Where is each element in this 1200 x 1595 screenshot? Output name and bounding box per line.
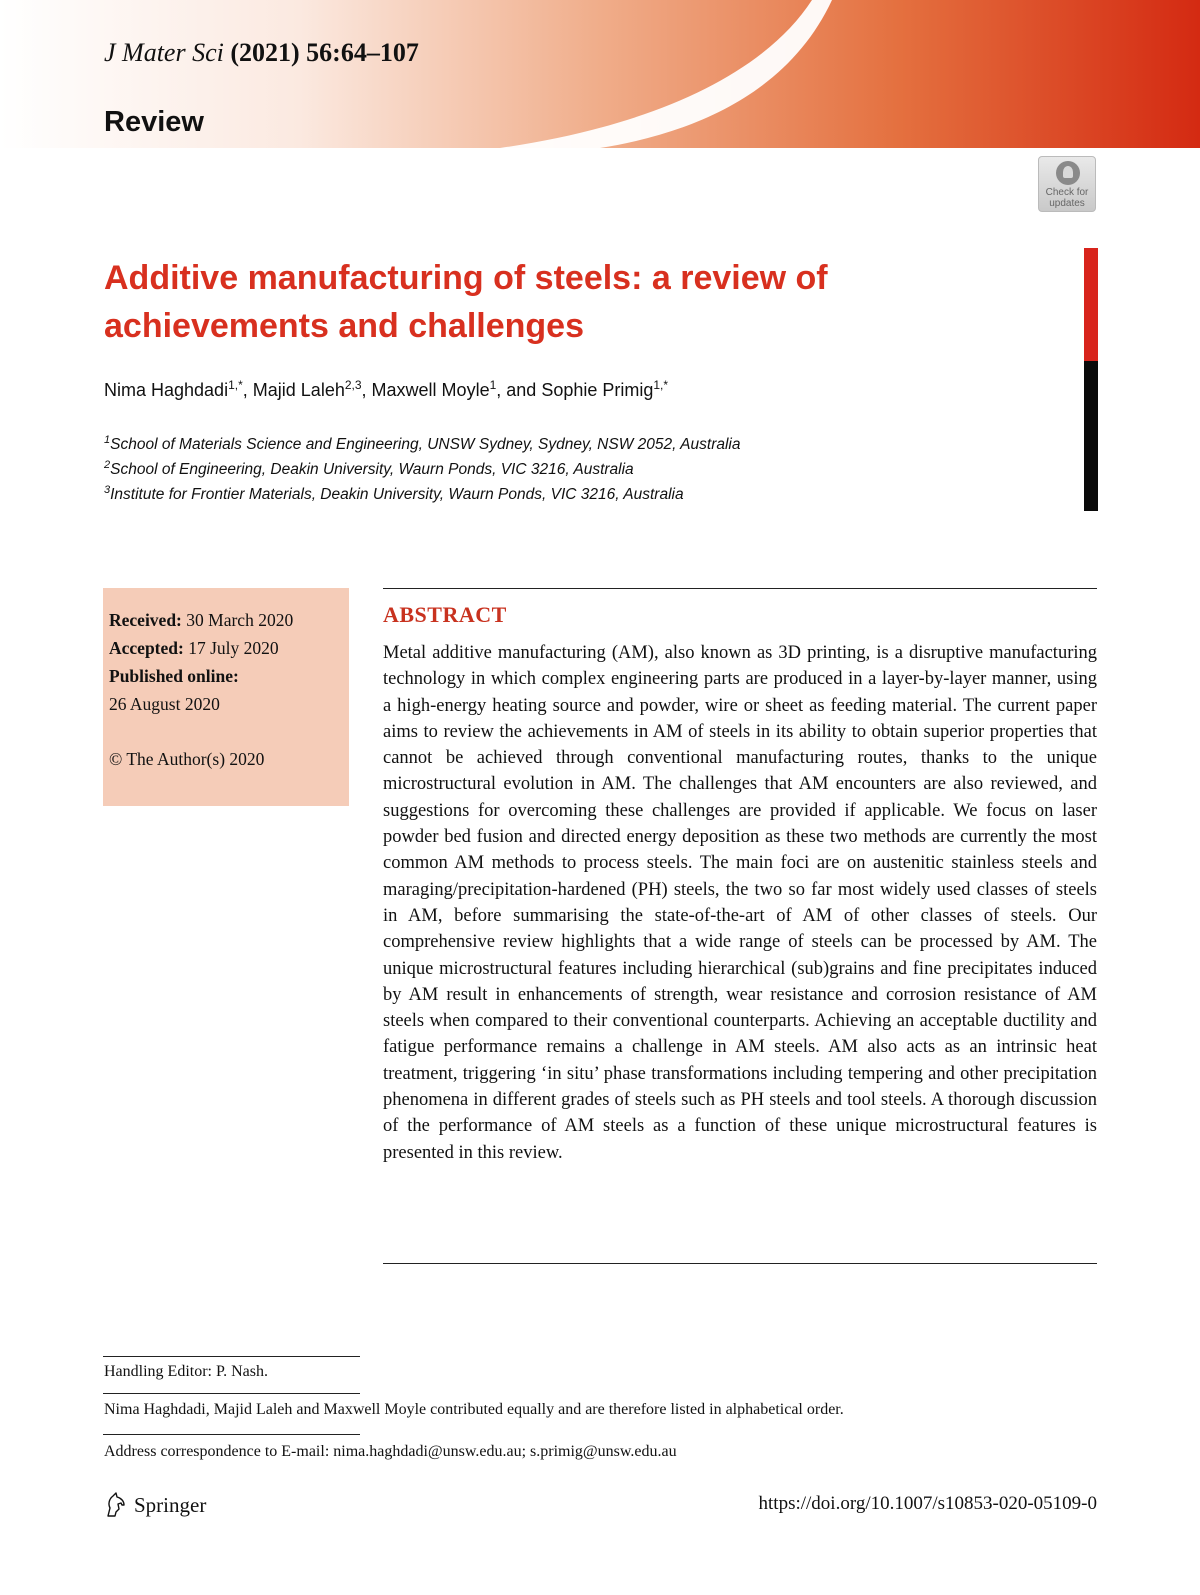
springer-horse-icon (104, 1492, 128, 1518)
affiliation-item (104, 432, 740, 457)
abstract-bottom-rule (383, 1263, 1097, 1264)
affiliation-item (104, 457, 740, 482)
affiliation-list (104, 432, 740, 507)
author-separator: , (361, 380, 372, 400)
footnote-rule (103, 1434, 360, 1435)
copyright-icon: © (109, 749, 123, 769)
publisher-logo (104, 1492, 206, 1518)
author-separator: , (242, 380, 253, 400)
received-date (109, 606, 343, 634)
journal-name: J Mater Sci (104, 38, 224, 67)
author-list (104, 380, 668, 401)
author-affiliation-marker: 1 (489, 378, 497, 392)
affiliation-item (104, 482, 740, 507)
published-label: Published online: (109, 666, 239, 686)
affiliation-text: School of Materials Science and Engineering, UNSW Sydney, Sydney, NSW 2052, Australia (110, 436, 741, 453)
author-affiliation-marker: 1,* (653, 378, 669, 392)
journal-citation (104, 38, 419, 68)
affiliation-text: School of Engineering, Deakin University, Waurn Ponds, VIC 3216, Australia (110, 461, 634, 478)
author-name: Sophie Primig (541, 380, 654, 400)
correspondence-note: Address correspondence to E-mail: nima.haghdadi@unsw.edu.au; s.primig@unsw.edu.au (104, 1443, 677, 1460)
published-value: 26 August 2020 (109, 694, 220, 714)
accepted-value: 17 July 2020 (188, 638, 279, 658)
affiliation-text: Institute for Frontier Materials, Deakin University, Waurn Ponds, VIC 3216, Australia (110, 486, 684, 503)
author-separator: , and (496, 380, 542, 400)
accepted-label: Accepted: (109, 638, 184, 658)
abstract-text: Metal additive manufacturing (AM), also known as 3D printing, is a disruptive manufacturing technology in which complex engineering parts are produced in a layer-by-layer manner, using a high-energy heating source and powder, wire or sheet as feeding material. The current paper aims to review the achievements in AM of steels in its ability to obtain superior properties that cannot be achieved through conventional manufacturing routes, thanks to the unique microstructural evolution in AM. The challenges that AM encounters are also reviewed, and suggestions for overcoming these challenges are provided if applicable. We focus on laser powder bed fusion and directed energy deposition as these two methods are currently the most common AM methods to process steels. The main foci are on austenitic stainless steels and maraging/precipitation-hardened (PH) steels, the two so far most widely used classes of steels in AM, before summarising the state-of-the-art of AM of other classes of steels. Our comprehensive review highlights that a wide range of steels can be processed by AM. The unique microstructural features including hierarchical (sub)grains and fine precipitates induced by AM result in enhancements of strength, wear resistance and corrosion resistance of AM steels when compared to their conventional counterparts. Achieving an acceptable ductility and fatigue performance remains a challenge in AM steels. AM also acts as an intrinsic heat treatment, triggering ‘in situ’ phase transformations including tempering and other precipitation phenomena in different grades of steels such as PH steels and tool steels. A thorough discussion of the performance of AM steels as a function of these unique microstructural features is presented in this review. (383, 643, 1097, 1163)
author-affiliation-marker: 2,3 (344, 378, 362, 392)
affiliation-number: 1 (104, 434, 111, 446)
publisher-name: Springer (134, 1492, 207, 1517)
accepted-date (109, 634, 343, 662)
article-type: Review (104, 106, 204, 138)
side-accent-bar-red (1084, 248, 1098, 361)
article-title: Additive manufacturing of steels: a review of achievements and challenges (104, 259, 828, 345)
doi-link[interactable]: https://doi.org/10.1007/s10853-020-05109-0 (758, 1493, 1097, 1514)
author-name: Maxwell Moyle (371, 380, 490, 400)
footnote-rule (103, 1393, 360, 1394)
check-for-updates-label: Check for updates (1045, 187, 1089, 209)
affiliation-number: 3 (104, 484, 111, 496)
received-value: 30 March 2020 (186, 610, 294, 630)
footnote-rule (103, 1356, 360, 1357)
handling-editor-note: Handling Editor: P. Nash. (104, 1363, 268, 1380)
abstract-heading: ABSTRACT (383, 602, 507, 627)
author-name: Majid Laleh (252, 380, 345, 400)
check-for-updates-button[interactable] (1038, 156, 1096, 212)
copyright-text: The Author(s) 2020 (126, 749, 265, 769)
equal-contribution-note: Nima Haghdadi, Majid Laleh and Maxwell Moyle contributed equally and are therefore listed in alphabetical order. (104, 1401, 844, 1418)
abstract-top-rule (383, 588, 1097, 589)
side-accent-bar-black (1084, 361, 1098, 511)
journal-volume-pages: (2021) 56:64–107 (230, 38, 419, 67)
copyright-line (109, 745, 343, 773)
crossmark-icon (1056, 161, 1080, 185)
received-label: Received: (109, 610, 182, 630)
affiliation-number: 2 (104, 459, 111, 471)
publication-dates-box (103, 588, 349, 806)
author-name: Nima Haghdadi (104, 380, 229, 400)
author-affiliation-marker: 1,* (228, 378, 243, 392)
published-label-row (109, 662, 343, 690)
